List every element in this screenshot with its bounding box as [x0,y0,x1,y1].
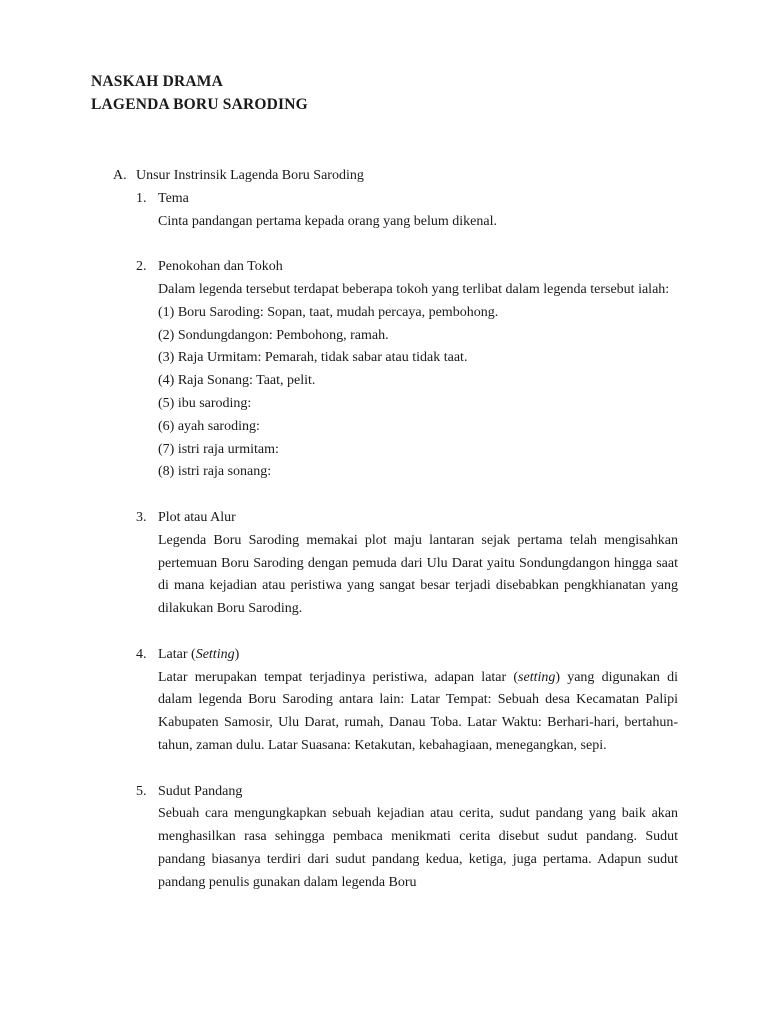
item-heading: Plot atau Alur [158,509,236,525]
paragraph-gap [113,758,678,781]
paragraph-gap [113,233,678,256]
document-title: NASKAH DRAMA [91,73,223,90]
item-heading: Sudut Pandang [158,783,243,799]
item-tema [113,188,678,234]
item-number: 3. [136,509,147,525]
text-italic: setting [518,669,556,685]
heading-text: Latar ( [158,646,196,662]
character-item: (7) istri raja urmitam: [158,441,279,457]
document-content [113,165,678,895]
item-number: 1. [136,190,147,206]
item-text: Legenda Boru Saroding memakai plot maju lantaran sejak pertama telah mengisahkan pertemuan Boru Saroding dengan pemuda dari Ulu Darat yaitu Sondungdangon hingga saat di mana kejadian atau peristiwa yang sangat besar terjadi disebabkan pengkhianatan yang dilakukan Boru Saroding. [158,532,678,617]
character-item: (1) Boru Saroding: Sopan, taat, mudah percaya, pembohong. [158,304,499,320]
item-heading: Penokohan dan Tokoh [158,259,283,275]
character-item: (4) Raja Sonang: Taat, pelit. [158,373,316,389]
section-a-heading [113,165,678,188]
paragraph-gap [113,621,678,644]
item-text: Cinta pandangan pertama kepada orang yang belum dikenal. [158,213,497,229]
item-sudut-pandang [113,781,678,895]
item-text: Sebuah cara mengungkapkan sebuah kejadian atau cerita, sudut pandang yang baik akan menghasilkan rasa sehingga pembaca menikmati cerita disebut sudut pandang. Sudut pandang biasanya terdiri dari sudut pandang kedua, ketiga, juga pertama. Adapun sudut pandang penulis gunakan dalam legenda Boru [158,806,678,890]
item-number: 4. [136,646,147,662]
item-latar [113,644,678,758]
paragraph-gap [113,484,678,507]
document-subtitle: LAGENDA BORU SARODING [91,96,308,113]
item-intro: Dalam legenda tersebut terdapat beberapa tokoh yang terlibat dalam legenda tersebut ialah: [158,281,670,297]
item-number: 2. [136,259,147,275]
item-text [158,667,678,758]
item-number: 5. [136,783,147,799]
item-heading: Tema [158,190,189,206]
heading-text: ) [234,646,240,662]
character-item: (5) ibu saroding: [158,395,252,411]
item-tokoh [113,256,678,484]
item-heading [158,644,678,667]
character-item: (3) Raja Urmitam: Pemarah, tidak sabar atau tidak taat. [158,350,468,366]
heading-italic: Setting [195,646,235,662]
character-item: (8) istri raja sonang: [158,464,272,480]
section-title: Unsur Instrinsik Lagenda Boru Saroding [136,168,364,183]
character-item: (6) ayah saroding: [158,418,260,434]
text-part: ) yang digunakan di dalam legenda Boru Saroding antara lain: Latar Tempat: Sebuah desa Kecamatan Palipi Kabupaten Samosir, Ulu Darat, rumah, Danau Toba. Latar Waktu: Berhari-hari, bertahun-tahun, zaman dulu. Latar Suasana: Ketakutan, kebahagiaan, menegangkan, sepi. [158,669,678,753]
character-item: (2) Sondungdangon: Pembohong, ramah. [158,327,389,343]
title-block [91,70,308,116]
section-letter: A. [113,168,127,183]
item-plot [113,507,678,621]
text-part: Latar merupakan tempat terjadinya peristiwa, adapan latar ( [158,669,519,685]
